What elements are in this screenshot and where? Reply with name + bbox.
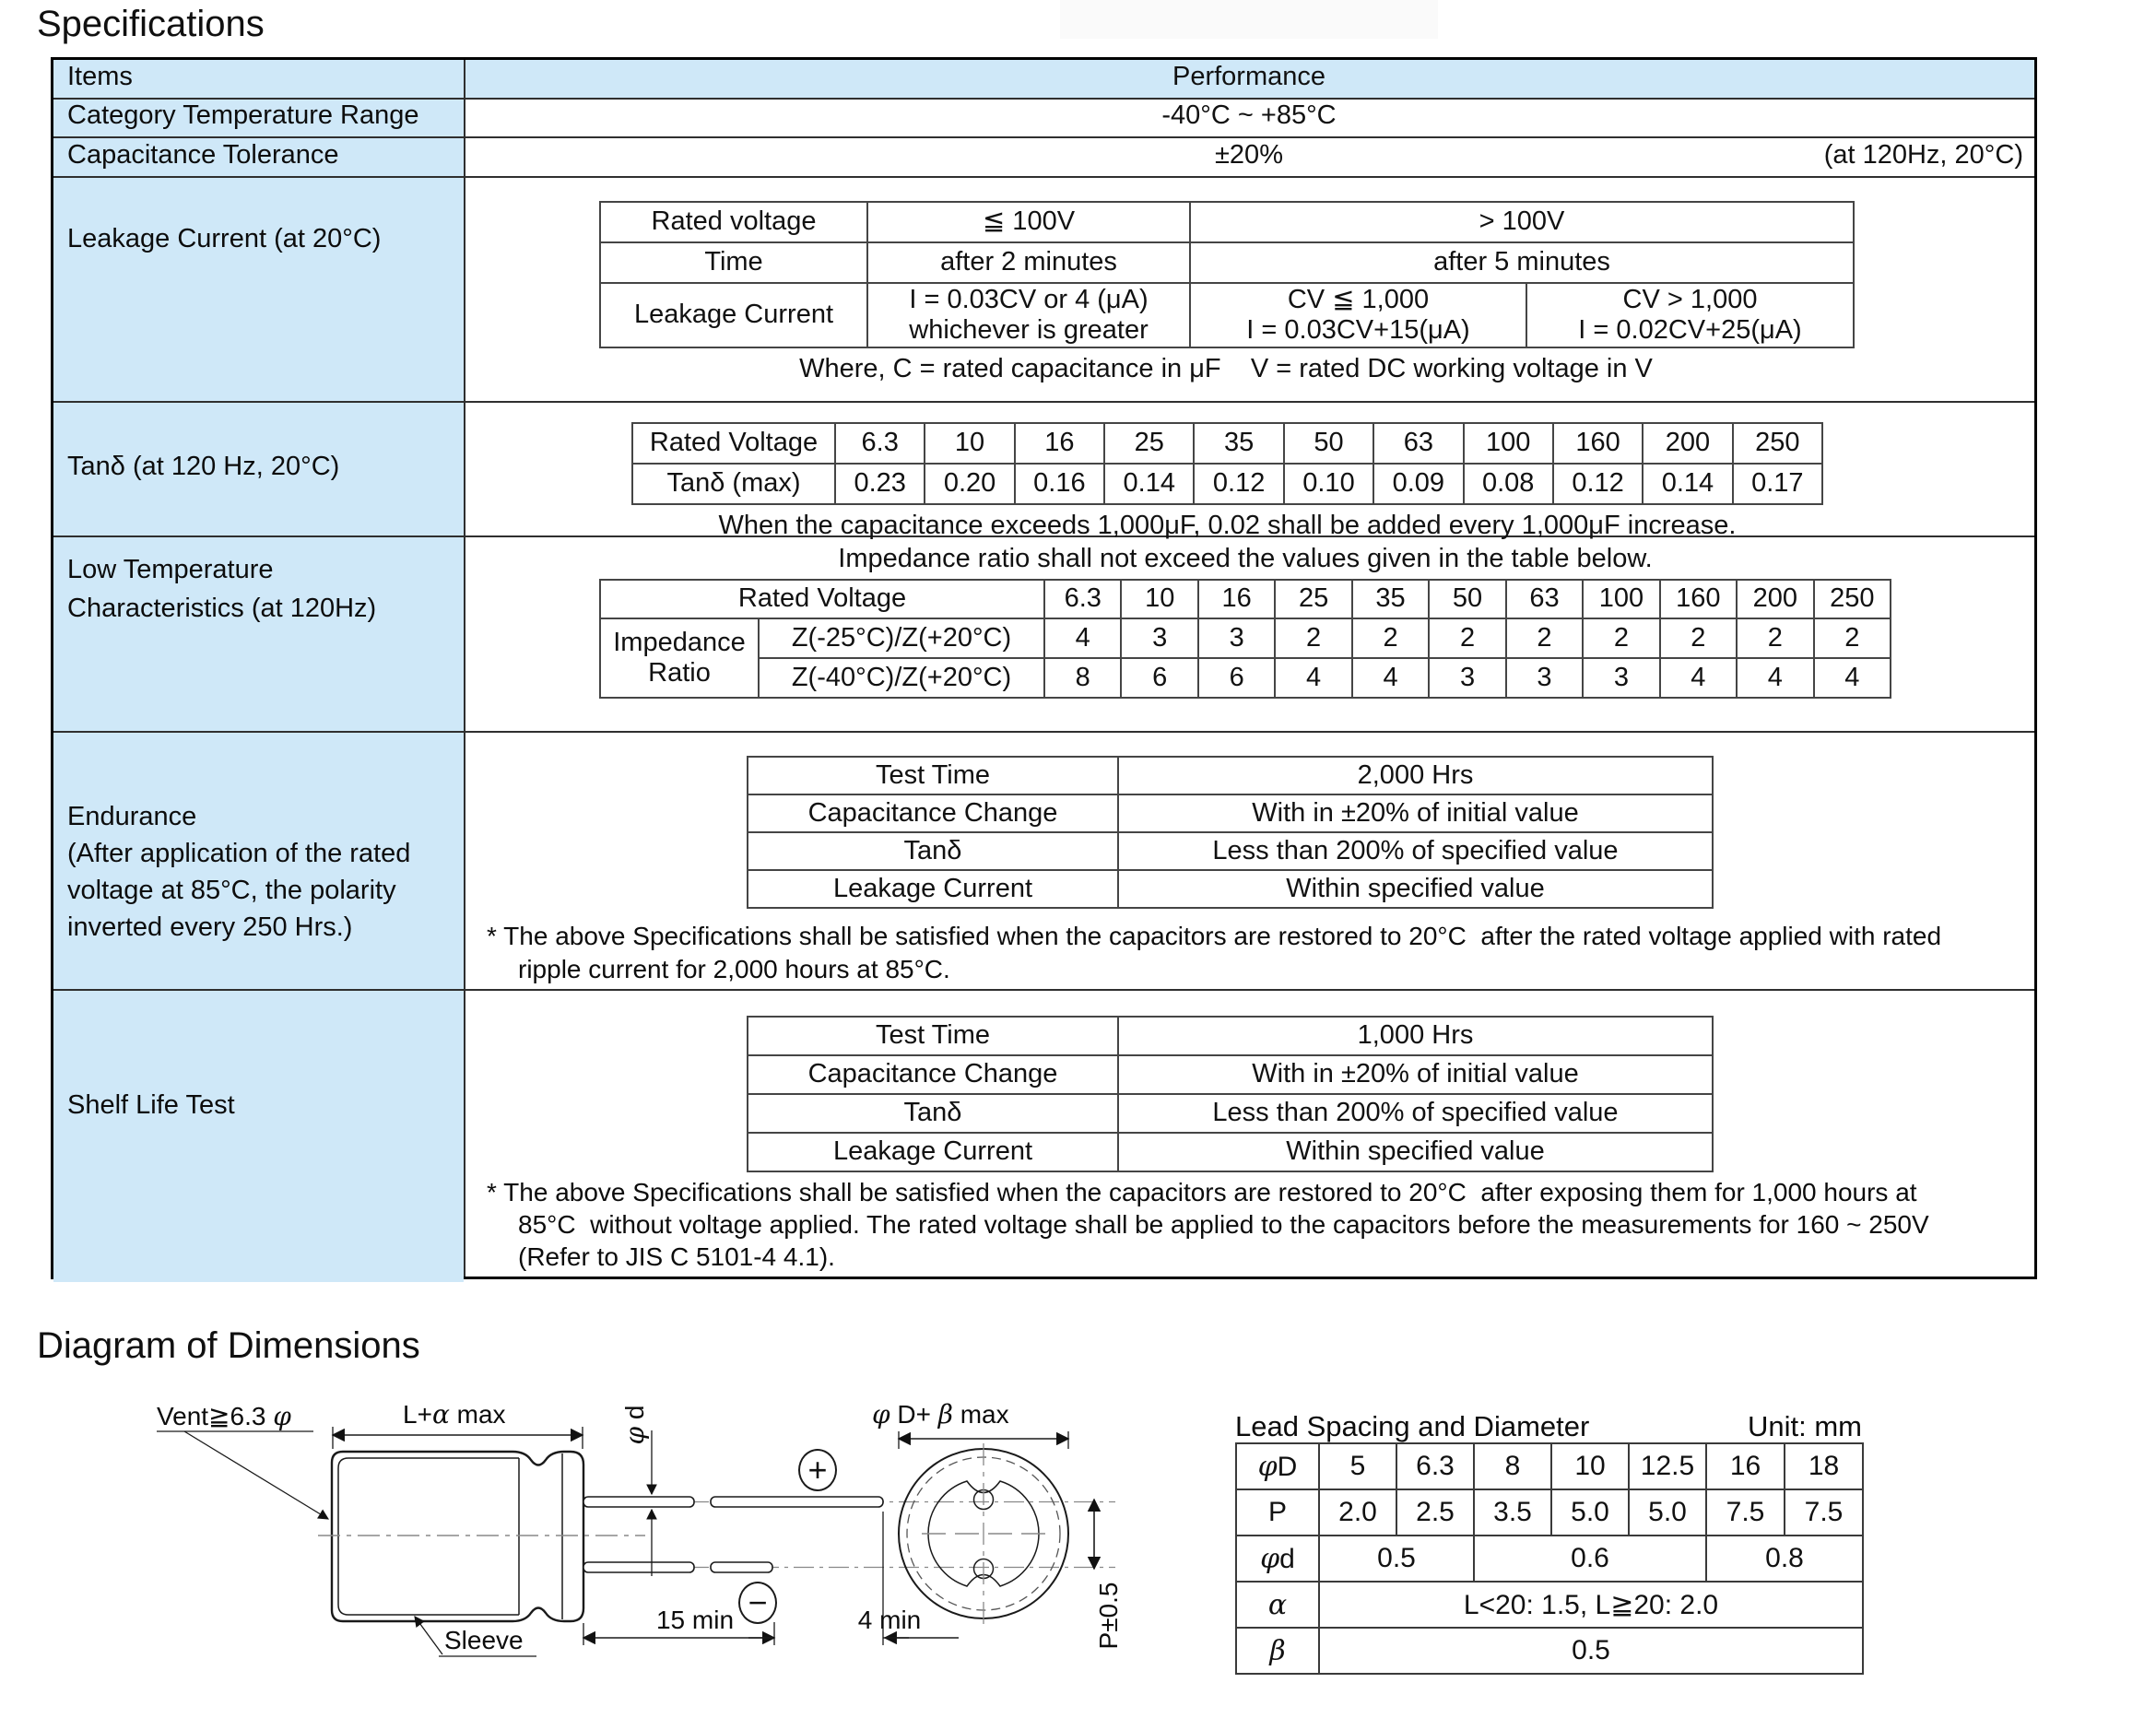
shelf-label: Shelf Life Test xyxy=(67,1090,235,1120)
lead-min-length-label: 15 min xyxy=(655,1606,735,1634)
z25-val: 3 xyxy=(1198,618,1275,658)
lowtemp-intro: Impedance ratio shall not exceed the values given in the table below. xyxy=(838,544,1653,573)
length-label xyxy=(403,1399,506,1430)
beta-header xyxy=(1236,1628,1319,1674)
lead-diameter-label xyxy=(619,1383,653,1466)
leakage-label: Leakage Current (at 20°C) xyxy=(67,224,382,253)
shelf-leak-label: Leakage Current xyxy=(748,1133,1118,1171)
z40-label: Z(-40°C)/Z(+20°C) xyxy=(759,658,1044,698)
tand-table xyxy=(631,422,1823,505)
phiD-val: 8 xyxy=(1474,1443,1551,1489)
z40-val: 3 xyxy=(1583,658,1659,698)
lowtemp-v: 50 xyxy=(1429,580,1505,618)
formula2-expr: I = 0.03CV+15(μA) xyxy=(1246,315,1470,345)
tolerance-condition: (at 120Hz, 20°C) xyxy=(1823,140,2023,170)
tand-v: 16 xyxy=(1015,423,1104,464)
tand-v: 160 xyxy=(1553,423,1643,464)
max-text: max xyxy=(952,1400,1009,1429)
leakage-rated-voltage: Rated voltage xyxy=(600,202,867,242)
phi-symbol: φ xyxy=(273,1401,291,1431)
z25-val: 2 xyxy=(1583,618,1659,658)
shelf-table xyxy=(747,1016,1714,1172)
endurance-note-1: * The above Specifications shall be satisfied when the capacitors are restored to 20°C after the rated voltage applied with rated xyxy=(487,922,1942,950)
leakage-formula3 xyxy=(1526,283,1854,347)
alpha-val: L<20: 1.5, L≧20: 2.0 xyxy=(1319,1582,1863,1628)
z40-val: 3 xyxy=(1506,658,1583,698)
endurance-cap-label: Capacitance Change xyxy=(748,794,1118,832)
lowtemp-table xyxy=(599,579,1891,699)
shelf-label-cell xyxy=(53,989,464,1282)
z25-val: 3 xyxy=(1121,618,1197,658)
tand-note: When the capacitance exceeds 1,000μF, 0.02 shall be added every 1,000μF increase. xyxy=(718,511,1737,540)
leakage-formula1 xyxy=(867,283,1190,347)
leakage-where-note: Where, C = rated capacitance in μF V = rated DC working voltage in V xyxy=(799,354,1653,383)
endurance-label-1: Endurance xyxy=(67,802,197,831)
impedance-word: Impedance xyxy=(613,627,746,657)
vent-label xyxy=(157,1401,291,1431)
phi-symbol: φ xyxy=(1260,1542,1280,1575)
alpha-symbol: α xyxy=(1267,1588,1288,1621)
phid-val: 0.6 xyxy=(1474,1536,1706,1582)
lowtemp-rv-header: Rated Voltage xyxy=(600,580,1044,618)
phiD-header xyxy=(1236,1443,1319,1489)
beta-symbol: β xyxy=(1269,1634,1286,1667)
endurance-note-2: ripple current for 2,000 hours at 85°C. xyxy=(518,955,950,983)
phi-symbol: φ xyxy=(1257,1450,1278,1483)
tand-v: 100 xyxy=(1464,423,1553,464)
tand-t: 0.12 xyxy=(1553,464,1643,504)
alpha-symbol: α xyxy=(431,1399,450,1430)
P-val: 3.5 xyxy=(1474,1489,1551,1536)
tand-v: 200 xyxy=(1643,423,1732,464)
P-val: 5.0 xyxy=(1629,1489,1706,1536)
formula1-line1: I = 0.03CV or 4 (μA) xyxy=(909,284,1149,314)
formula2-cond: CV ≦ 1,000 xyxy=(1287,284,1430,314)
beta-val: 0.5 xyxy=(1319,1628,1863,1674)
vent-leader xyxy=(157,1431,328,1519)
scan-artifact xyxy=(1060,0,1438,39)
leakage-le100: ≦ 100V xyxy=(867,202,1190,242)
z40-val: 4 xyxy=(1352,658,1429,698)
z40-val: 8 xyxy=(1044,658,1121,698)
tand-rv-header: Rated Voltage xyxy=(632,423,835,464)
leads xyxy=(583,1497,1115,1572)
tolerance-label: Capacitance Tolerance xyxy=(67,140,339,170)
diameter-label xyxy=(872,1399,1009,1430)
tand-t: 0.08 xyxy=(1464,464,1553,504)
length-dimension xyxy=(333,1427,583,1449)
phid-val: 0.8 xyxy=(1706,1536,1863,1582)
z40-val: 6 xyxy=(1198,658,1275,698)
shelf-cap-label: Capacitance Change xyxy=(748,1055,1118,1094)
lowtemp-label-2: Characteristics (at 120Hz) xyxy=(67,594,377,623)
lowtemp-v: 63 xyxy=(1506,580,1583,618)
lowtemp-v: 35 xyxy=(1352,580,1429,618)
tand-label: Tanδ (at 120 Hz, 20°C) xyxy=(67,452,340,481)
shelf-leak-value: Within specified value xyxy=(1118,1133,1713,1171)
P-val: 7.5 xyxy=(1785,1489,1863,1536)
lowtemp-v: 10 xyxy=(1121,580,1197,618)
shelf-test-time: 1,000 Hrs xyxy=(1118,1017,1713,1055)
endurance-tand-label: Tanδ xyxy=(748,832,1118,870)
formula3-expr: I = 0.02CV+25(μA) xyxy=(1578,315,1802,345)
endurance-table xyxy=(747,756,1714,909)
shelf-tand-label: Tanδ xyxy=(748,1094,1118,1133)
endurance-label-4: inverted every 250 Hrs.) xyxy=(67,912,353,942)
shelf-tand-value: Less than 200% of specified value xyxy=(1118,1094,1713,1133)
row-divider xyxy=(53,401,2034,403)
z25-val: 2 xyxy=(1814,618,1891,658)
tand-t: 0.17 xyxy=(1733,464,1822,504)
z40-val: 4 xyxy=(1737,658,1813,698)
row-divider xyxy=(53,989,2034,991)
leakage-formula2 xyxy=(1190,283,1526,347)
phiD-val: 5 xyxy=(1319,1443,1396,1489)
plus-polarity-icon xyxy=(798,1449,837,1491)
phiD-val: 16 xyxy=(1706,1443,1785,1489)
lowtemp-label-1: Low Temperature xyxy=(67,555,274,584)
tand-v: 6.3 xyxy=(835,423,925,464)
shelf-note-3: (Refer to JIS C 5101-4 4.1). xyxy=(518,1242,835,1271)
sleeve-label: Sleeve xyxy=(444,1626,524,1654)
beta-symbol: β xyxy=(937,1399,953,1430)
category-value: -40°C ~ +85°C xyxy=(1161,100,1337,130)
z40-val: 4 xyxy=(1814,658,1891,698)
lead-table-title: Lead Spacing and Diameter xyxy=(1235,1410,1590,1442)
z25-label: Z(-25°C)/Z(+20°C) xyxy=(759,618,1044,658)
lead-table-unit: Unit: mm xyxy=(1748,1410,1862,1442)
shelf-cap-value: With in ±20% of initial value xyxy=(1118,1055,1713,1094)
items-header: Items xyxy=(67,62,133,91)
phi-symbol: φ xyxy=(619,1426,650,1445)
alpha-header xyxy=(1236,1582,1319,1628)
lowtemp-v: 6.3 xyxy=(1044,580,1121,618)
tand-v: 25 xyxy=(1104,423,1194,464)
d-letter: d xyxy=(1279,1543,1295,1574)
shelf-note-2: 85°C without voltage applied. The rated voltage shall be applied to the capacitors before the measurements for 160 ~ 250V xyxy=(518,1210,1929,1239)
endurance-label-2: (After application of the rated xyxy=(67,839,411,868)
z25-val: 2 xyxy=(1352,618,1429,658)
tand-v: 63 xyxy=(1373,423,1463,464)
endurance-test-time: 2,000 Hrs xyxy=(1118,757,1713,794)
plus-sign: + xyxy=(807,1451,828,1489)
endurance-leak-value: Within specified value xyxy=(1118,870,1713,908)
phiD-val: 18 xyxy=(1785,1443,1863,1489)
tand-t: 0.14 xyxy=(1643,464,1732,504)
lead-taper-label: 4 min xyxy=(857,1606,922,1634)
category-label: Category Temperature Range xyxy=(67,100,419,130)
impedance-ratio-label xyxy=(600,618,759,698)
minus-sign: − xyxy=(748,1583,768,1621)
leakage-time: Time xyxy=(600,242,867,283)
z40-val: 3 xyxy=(1429,658,1505,698)
endurance-cap-value: With in ±20% of initial value xyxy=(1118,794,1713,832)
z40-val: 6 xyxy=(1121,658,1197,698)
row-divider xyxy=(53,176,2034,178)
phiD-val: 10 xyxy=(1551,1443,1629,1489)
P-header: P xyxy=(1236,1489,1319,1536)
d-plus-text: D+ xyxy=(889,1400,938,1429)
capacitor-end-view xyxy=(899,1443,1068,1624)
lowtemp-v: 200 xyxy=(1737,580,1813,618)
D-letter: D xyxy=(1277,1451,1298,1482)
tand-v: 250 xyxy=(1733,423,1822,464)
P-val: 5.0 xyxy=(1551,1489,1629,1536)
lowtemp-v: 160 xyxy=(1660,580,1737,618)
endurance-tand-value: Less than 200% of specified value xyxy=(1118,832,1713,870)
z25-val: 4 xyxy=(1044,618,1121,658)
row-divider xyxy=(53,98,2034,100)
tand-t: 0.09 xyxy=(1373,464,1463,504)
z25-val: 2 xyxy=(1506,618,1583,658)
P-val: 7.5 xyxy=(1706,1489,1785,1536)
phid-val: 0.5 xyxy=(1319,1536,1474,1582)
leakage-label-cell xyxy=(53,176,464,401)
shelf-note-1: * The above Specifications shall be satisfied when the capacitors are restored to 20°C after exposing them for 1,000 hours at xyxy=(487,1178,1917,1206)
row-divider xyxy=(53,136,2034,138)
phi-symbol: φ xyxy=(872,1399,890,1430)
tand-v: 10 xyxy=(925,423,1014,464)
leakage-current-label: Leakage Current xyxy=(600,283,867,347)
tand-v: 35 xyxy=(1194,423,1283,464)
P-val: 2.5 xyxy=(1396,1489,1474,1536)
leakage-gt100: > 100V xyxy=(1190,202,1854,242)
page-title: Specifications xyxy=(37,4,265,44)
lead-spacing-table xyxy=(1235,1442,1864,1675)
endurance-label-3: voltage at 85°C, the polarity xyxy=(67,876,396,905)
z25-val: 2 xyxy=(1429,618,1505,658)
z40-val: 4 xyxy=(1275,658,1351,698)
d-text: d xyxy=(620,1405,649,1427)
l-plus-text: L+ xyxy=(403,1400,432,1429)
endurance-test-time-label: Test Time xyxy=(748,757,1118,794)
tand-t: 0.23 xyxy=(835,464,925,504)
endurance-leak-label: Leakage Current xyxy=(748,870,1118,908)
tand-t: 0.20 xyxy=(925,464,1014,504)
z25-val: 2 xyxy=(1660,618,1737,658)
diagram-title: Diagram of Dimensions xyxy=(37,1325,420,1366)
z25-val: 2 xyxy=(1275,618,1351,658)
tand-t: 0.12 xyxy=(1194,464,1283,504)
tand-t: 0.10 xyxy=(1284,464,1373,504)
formula1-line2: whichever is greater xyxy=(909,315,1149,345)
pitch-tolerance-label: P±0.5 xyxy=(1094,1582,1123,1650)
tand-t: 0.14 xyxy=(1104,464,1194,504)
phid-header xyxy=(1236,1536,1319,1582)
shelf-test-time-label: Test Time xyxy=(748,1017,1118,1055)
leakage-table xyxy=(599,201,1855,348)
tand-v: 50 xyxy=(1284,423,1373,464)
lowtemp-v: 100 xyxy=(1583,580,1659,618)
lowtemp-v: 16 xyxy=(1198,580,1275,618)
lowtemp-v: 25 xyxy=(1275,580,1351,618)
lowtemp-v: 250 xyxy=(1814,580,1891,618)
tand-max-header: Tanδ (max) xyxy=(632,464,835,504)
leakage-after5: after 5 minutes xyxy=(1190,242,1854,283)
leakage-after2: after 2 minutes xyxy=(867,242,1190,283)
row-divider xyxy=(53,731,2034,733)
P-val: 2.0 xyxy=(1319,1489,1396,1536)
vent-text: Vent≧6.3 xyxy=(157,1402,274,1430)
z25-val: 2 xyxy=(1737,618,1813,658)
tand-t: 0.16 xyxy=(1015,464,1104,504)
ratio-word: Ratio xyxy=(648,658,711,688)
column-divider xyxy=(464,60,465,1277)
performance-header: Performance xyxy=(1172,62,1325,91)
z40-val: 4 xyxy=(1660,658,1737,698)
capacitor-side-view xyxy=(318,1452,645,1621)
formula3-cond: CV > 1,000 xyxy=(1622,284,1758,314)
phiD-val: 12.5 xyxy=(1629,1443,1706,1489)
max-text: max xyxy=(449,1400,506,1429)
tolerance-value: ±20% xyxy=(1215,140,1283,170)
phiD-val: 6.3 xyxy=(1396,1443,1474,1489)
